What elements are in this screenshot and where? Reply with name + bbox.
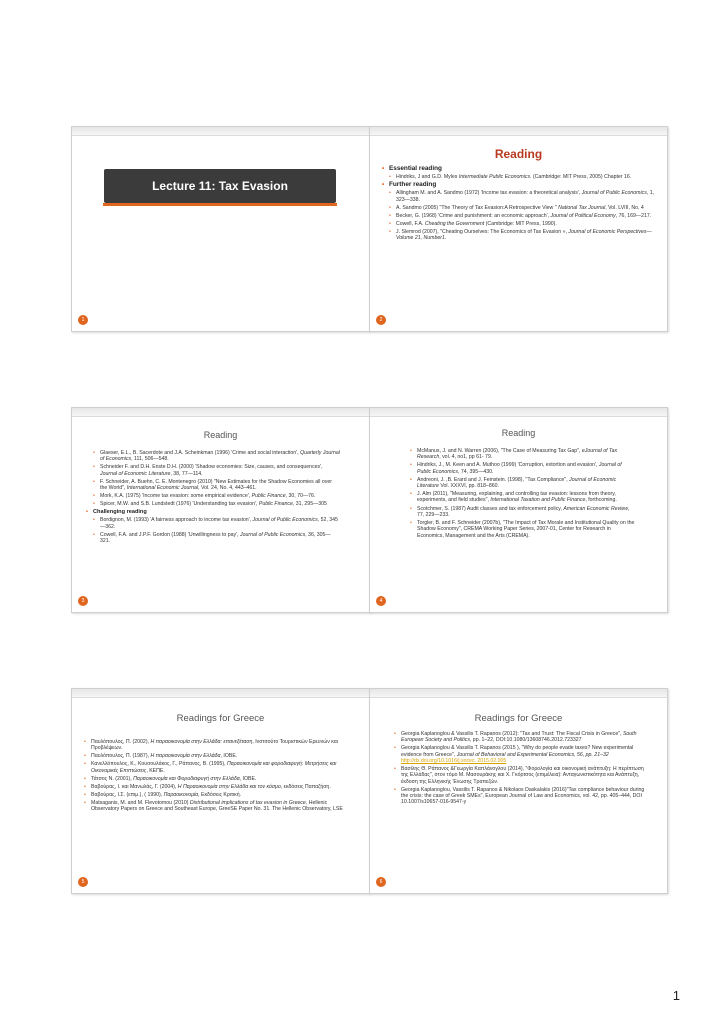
list-item: • Georgia Kaplanoglou & Vassilis T. Rapanos (2015 ), "Why do people evade taxes? New experimental evidence from Greece", Journal of Behavioral and Experimental Economics, 56, pp. 21–32 http://dx.doi.org/10.1016/j.socec. 2015.02.005 [394,745,652,764]
slide-header-band [72,689,369,698]
slide-title: Readings for Greece [474,713,563,724]
slide-1 [71,126,370,332]
list-item: • Παυλόπουλος, Π. (2002), Η παραοικονομία στην Ελλάδα: επανεξέταση, Ινστιτούτο Τουριστικών Ερευνών και Προβλέψεων. [84,739,350,752]
slide-header-band [72,408,369,417]
slide-header-band [370,689,667,698]
slide-number: 6 [376,877,386,887]
reading-list [86,450,340,546]
slide-4 [369,407,668,613]
reading-list [394,731,652,807]
list-item: • Hindriks, J and G.D. Myles Intermediate Public Economics. (Cambridge: MIT Press, 2005) Chapter 16. [382,174,658,180]
section-heading: • Essential reading [382,166,658,172]
slide-header-band [370,408,667,417]
list-item: • Βαβούρας, Ι. και Μανωλάς, Γ. (2004), Η Παραοικονομία στην Ελλάδα και τον κόσμο, εκδόσεις Παπαζήση. [84,784,350,790]
list-item: • Cowell, F.A. and J.P.F. Gordon (1988) 'Unwillingness to pay', Journal of Public Economics, 36, 305—321. [86,532,340,545]
slide-5 [71,688,370,894]
slide-2 [369,126,668,332]
list-item: • Βασίλης Θ. Ράπανος &Γεωργία Καπλάνογλου (2014), "Φορολογία και οικονομική ανάπτυξη: Η περίπτωση της Ελλάδας", στον τόμο Μ. Μασουράκης και Χ. Γκόρτσος (επιμέλεια): Ανταγωνιστικότητα και Ανάπτυξη, έκδοση της Ελληνικής Ένωσης Τραπεζών. [394,766,652,785]
list-item: • Torgler, B. and F. Schneider (2007b), "The Impact of Tax Morale and Institutional Quality on the Shadow Economy", CREMA Working Paper Series, 2007-01, Center for Research in Economics, Management and the Arts (CREMA). [410,520,636,539]
title-underline [103,203,337,206]
list-item: • F. Schneider, A. Buehn, C. E. Montenegro (2010) "New Estimates for the Shadow Economies all over the World", International Economic Journal, Vol. 24, No. 4, 443–461. [86,479,340,492]
list-item: • Andreoni, J. ,B. Erard and J. Feinstein. (1998), ''Tax Compliance'', Journal of Economic Literature Vol. XXXVI, pp. 818–860. [410,477,636,490]
slide-6 [369,688,668,894]
slide-3 [71,407,370,613]
page-number: 1 [672,988,680,1003]
list-item: • Παυλόπουλος, Π. (1987), Η παραοικονομία στην Ελλάδα, ΙΟΒΕ. [84,753,350,759]
list-item: • McManus, J. and N. Warren (2006), "The Case of Measuring Tax Gap", eJournal of Tax Research, vol. 4, no1, pp 61- 79. [410,448,636,461]
title-box [104,169,336,203]
doi-link[interactable]: http://dx.doi.org/10.1016/j.socec. 2015.02.005 [401,757,507,764]
list-item: • Τάτσος Ν. (2001), Παραοικονομία και Φοροδιαφυγή στην Ελλάδα, ΙΟΒΕ. [84,776,350,782]
slide-number: 1 [78,315,88,325]
slide-title: Reading [501,428,536,438]
slide-header-band [370,127,667,136]
list-item: • Cowell, F.A. Cheating the Government (Cambridge: MIT Press, 1990). [382,221,658,227]
list-item: • Spicer, M.W. and S.B. Lundstedt (1976) 'Understanding tax evasion', Public Finance, 31, 295—305 [86,501,340,507]
list-item: • Βαβούρας, Ι.Σ. (επιμ.), ( 1990), Παραοικονομία, Εκδόσεις Κριτική. [84,792,350,798]
list-item: • Becker, G. (1968) 'Crime and punishment: an economic approach', Journal of Political Economy, 76, 169—217. [382,213,658,219]
list-item: • Schneider F. and D.H. Enste D.H. (2000) 'Shadow economies: Size, causes, and consequences', Journal of Economic Literature, 38, 77—114. [86,464,340,477]
section-heading: • Further reading [382,182,658,188]
slide-title: Lecture 11: Tax Evasion [152,179,288,193]
list-item: • Scotchmer, S. (1987) Audit classes and tax enforcement policy, American Economic Review, 77, 229—233. [410,506,636,519]
list-item: • J. Slemrod (2007), "Cheating Ourselves: The Economics of Tax Evasion », Journal of Economic Perspectives—Volume 21, Number1. [382,229,658,242]
slide-number: 2 [376,315,386,325]
list-item: • Bordignon, M. (1993) 'A fairness approach to income tax evasion', Journal of Public Economics, 52, 345—362. [86,517,340,530]
slide-number: 3 [78,596,88,606]
slide-title: Readings for Greece [176,713,265,724]
slide-header-band [72,127,369,136]
list-item: • Matsaganis, M. and M. Flevotomou (2010) Distributional implications of tax evasion in Greece, Hellenic Observatory Papers on Greece and Southeast Europe, GreeSE Paper No. 31. The Hellenic Observatory, LSE [84,800,350,813]
list-item: • Glaeser, E.L., B. Sacerdote and J.A. Scheinkman (1996) 'Crime and social interaction', Quarterly Journal of Economics, 111, 506—548. [86,450,340,463]
slide-number: 4 [376,596,386,606]
slide-title: Reading [203,430,238,440]
list-item: • Hindriks, J., M. Keen and A. Muthoo (1999) 'Corruption, extortion and evasion', Journal of Public Economics, 74, 395—430. [410,462,636,475]
list-item: • Georgia Kaplanoglou & Vassilis T. Rapanos (2012): "Tax and Trust: The Fiscal Crisis in Greece", South European Society and Politics, pp. 1–22, DOI:10.1080/13608746.2012.723327 [394,731,652,744]
list-item: • Κανελλόπουλος, Κ., Κουσουλάκος, Γ., Ράπανος, Β. (1995), Παραοικονομία και φοροδιαφυγή: Μετρήσεις και Οικονομικές Επιπτώσεις, ΚΕΠΕ. [84,761,350,774]
slide-number: 5 [78,877,88,887]
section-heading: • Challenging reading [86,509,340,515]
list-item: • Georgia Kaplanoglou, Vassilis T. Rapanos & Nikolaos Daskalakis (2016)"Tax compliance behaviour during the crisis: the case of Greek SMEs", European Journal of Law and Economics, vol. 42, pp. 405–444, DOI 10.1007/s10657-016-9547-y [394,787,652,806]
reading-list [382,165,658,243]
list-item: • A. Sandmo (2005) "The Theory of Tax Evasion:A Retrospective View '' National Tax Journal, Vol. LVIII, No. 4 [382,205,658,211]
list-item: • Mork, K.A. (1975) 'Income tax evasion: some empirical evidence', Public Finance, 30, 70—76. [86,493,340,499]
list-item: • J. Alm (2011), "Measuring, explaining, and controlling tax evasion: lessons from theory, experiments, and field studies", International Taxation and Public Finance, forthcoming. [410,491,636,504]
slide-title: Reading [494,147,543,161]
reading-list [410,448,636,541]
reading-list [84,739,350,815]
list-item: • Allingham M. and A. Sandmo (1972) 'Income tax evasion: a theoretical analysis', Journal of Public Economics, 1, 323—338. [382,190,658,203]
